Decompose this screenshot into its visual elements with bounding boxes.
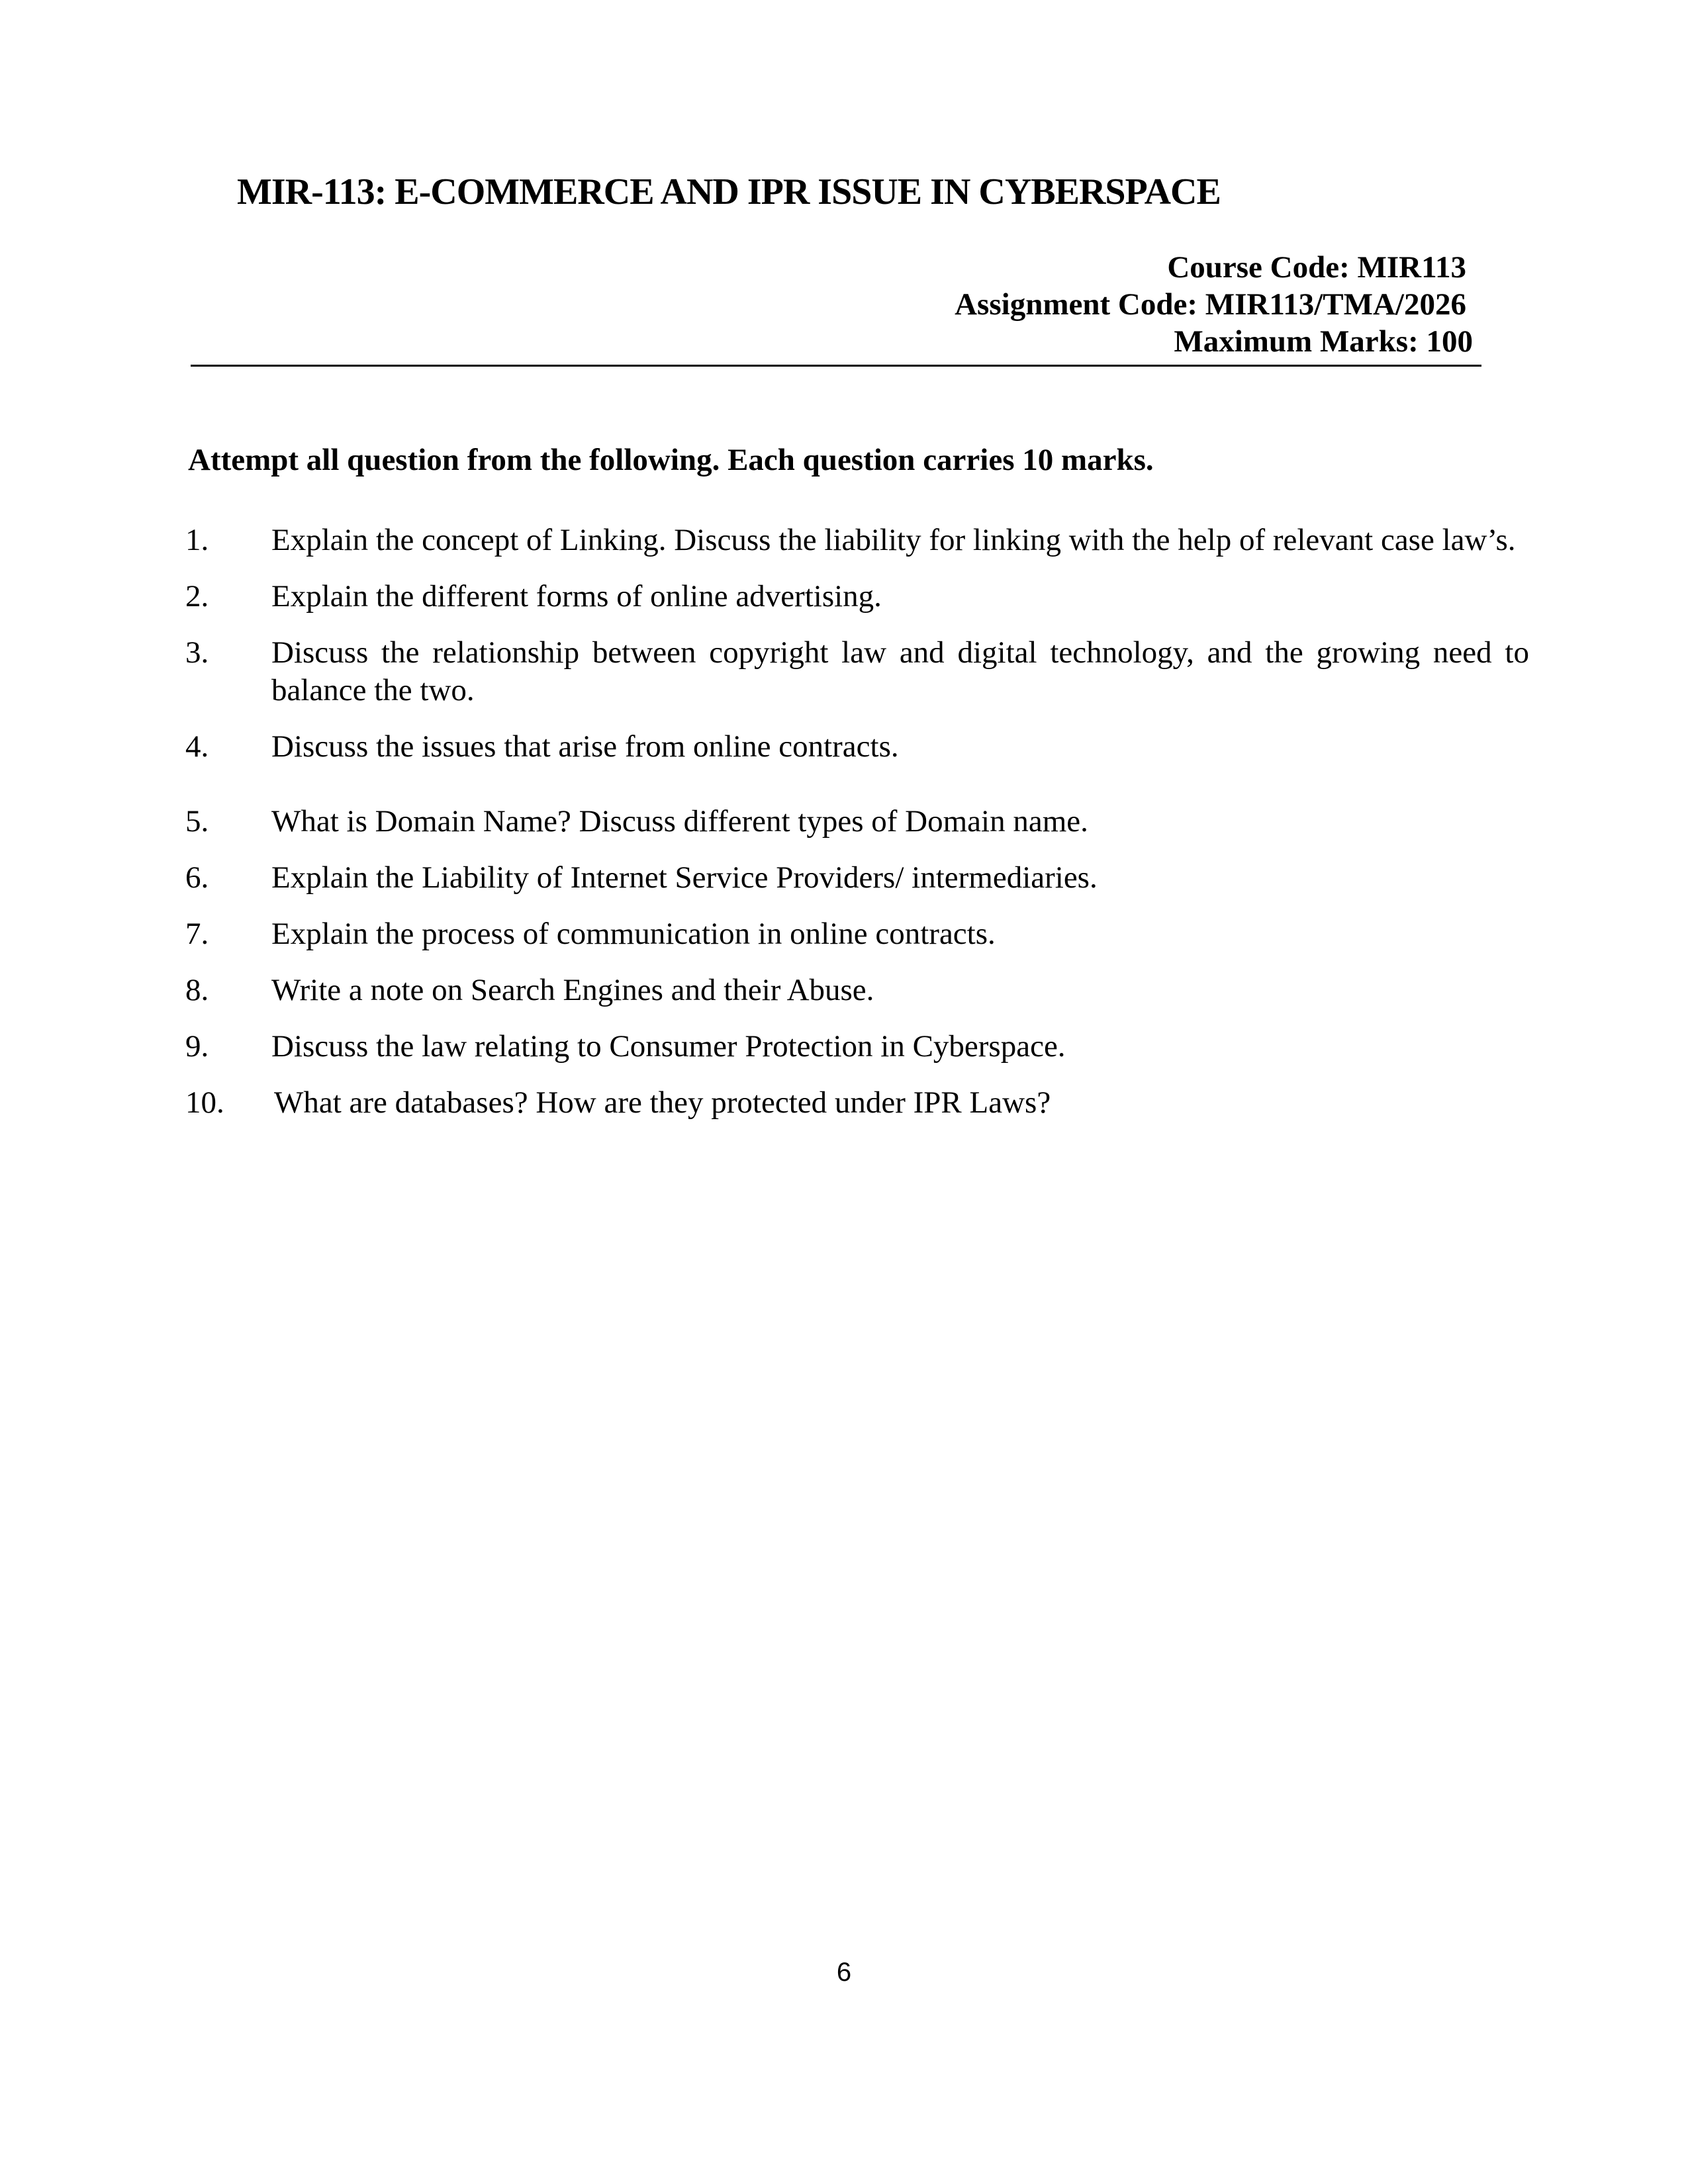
question-number: 4. bbox=[185, 729, 209, 764]
question-number: 5. bbox=[185, 804, 209, 839]
course-meta-block bbox=[751, 249, 1479, 360]
question-item bbox=[185, 578, 1529, 615]
question-text: Discuss the relationship between copyright law and digital technology, and the growing need to balance the two. bbox=[271, 635, 1529, 707]
question-text: What are databases? How are they protected under IPR Laws? bbox=[274, 1085, 1051, 1120]
question-text: What is Domain Name? Discuss different types of Domain name. bbox=[271, 804, 1088, 839]
question-item bbox=[185, 522, 1529, 559]
question-item bbox=[185, 859, 1529, 897]
question-text: Discuss the law relating to Consumer Protection in Cyberspace. bbox=[271, 1029, 1066, 1064]
question-text: Explain the Liability of Internet Service Providers/ intermediaries. bbox=[271, 860, 1098, 895]
question-text: Explain the different forms of online advertising. bbox=[271, 579, 882, 614]
page-number: 6 bbox=[836, 1958, 852, 1987]
question-item bbox=[185, 915, 1529, 953]
question-item bbox=[185, 634, 1529, 709]
question-number: 10. bbox=[185, 1085, 224, 1120]
question-text: Explain the concept of Linking. Discuss the liability for linking with the help of relevant case law’s. bbox=[271, 523, 1516, 557]
question-text: Discuss the issues that arise from online contracts. bbox=[271, 729, 899, 764]
page-title: MIR-113: E-COMMERCE AND IPR ISSUE IN CYBERSPACE bbox=[237, 171, 1221, 212]
header-divider bbox=[191, 365, 1481, 367]
question-item bbox=[185, 803, 1529, 841]
instructions: Attempt all question from the following. Each question carries 10 marks. bbox=[188, 443, 1154, 477]
question-number: 2. bbox=[185, 579, 209, 614]
question-item bbox=[185, 728, 1529, 766]
question-list bbox=[185, 522, 1529, 1122]
question-number: 8. bbox=[185, 973, 209, 1007]
question-number: 9. bbox=[185, 1029, 209, 1064]
question-item bbox=[185, 1028, 1529, 1066]
assignment-code: Assignment Code: MIR113/TMA/2026 bbox=[955, 287, 1466, 322]
question-item bbox=[185, 1084, 1529, 1122]
question-text: Explain the process of communication in online contracts. bbox=[271, 917, 996, 951]
course-code: Course Code: MIR113 bbox=[1167, 250, 1466, 285]
question-item bbox=[185, 972, 1529, 1009]
question-text: Write a note on Search Engines and their Abuse. bbox=[271, 973, 874, 1007]
maximum-marks: Maximum Marks: 100 bbox=[1174, 324, 1473, 359]
question-number: 6. bbox=[185, 860, 209, 895]
question-number: 1. bbox=[185, 523, 209, 557]
question-number: 3. bbox=[185, 635, 209, 670]
question-number: 7. bbox=[185, 917, 209, 951]
